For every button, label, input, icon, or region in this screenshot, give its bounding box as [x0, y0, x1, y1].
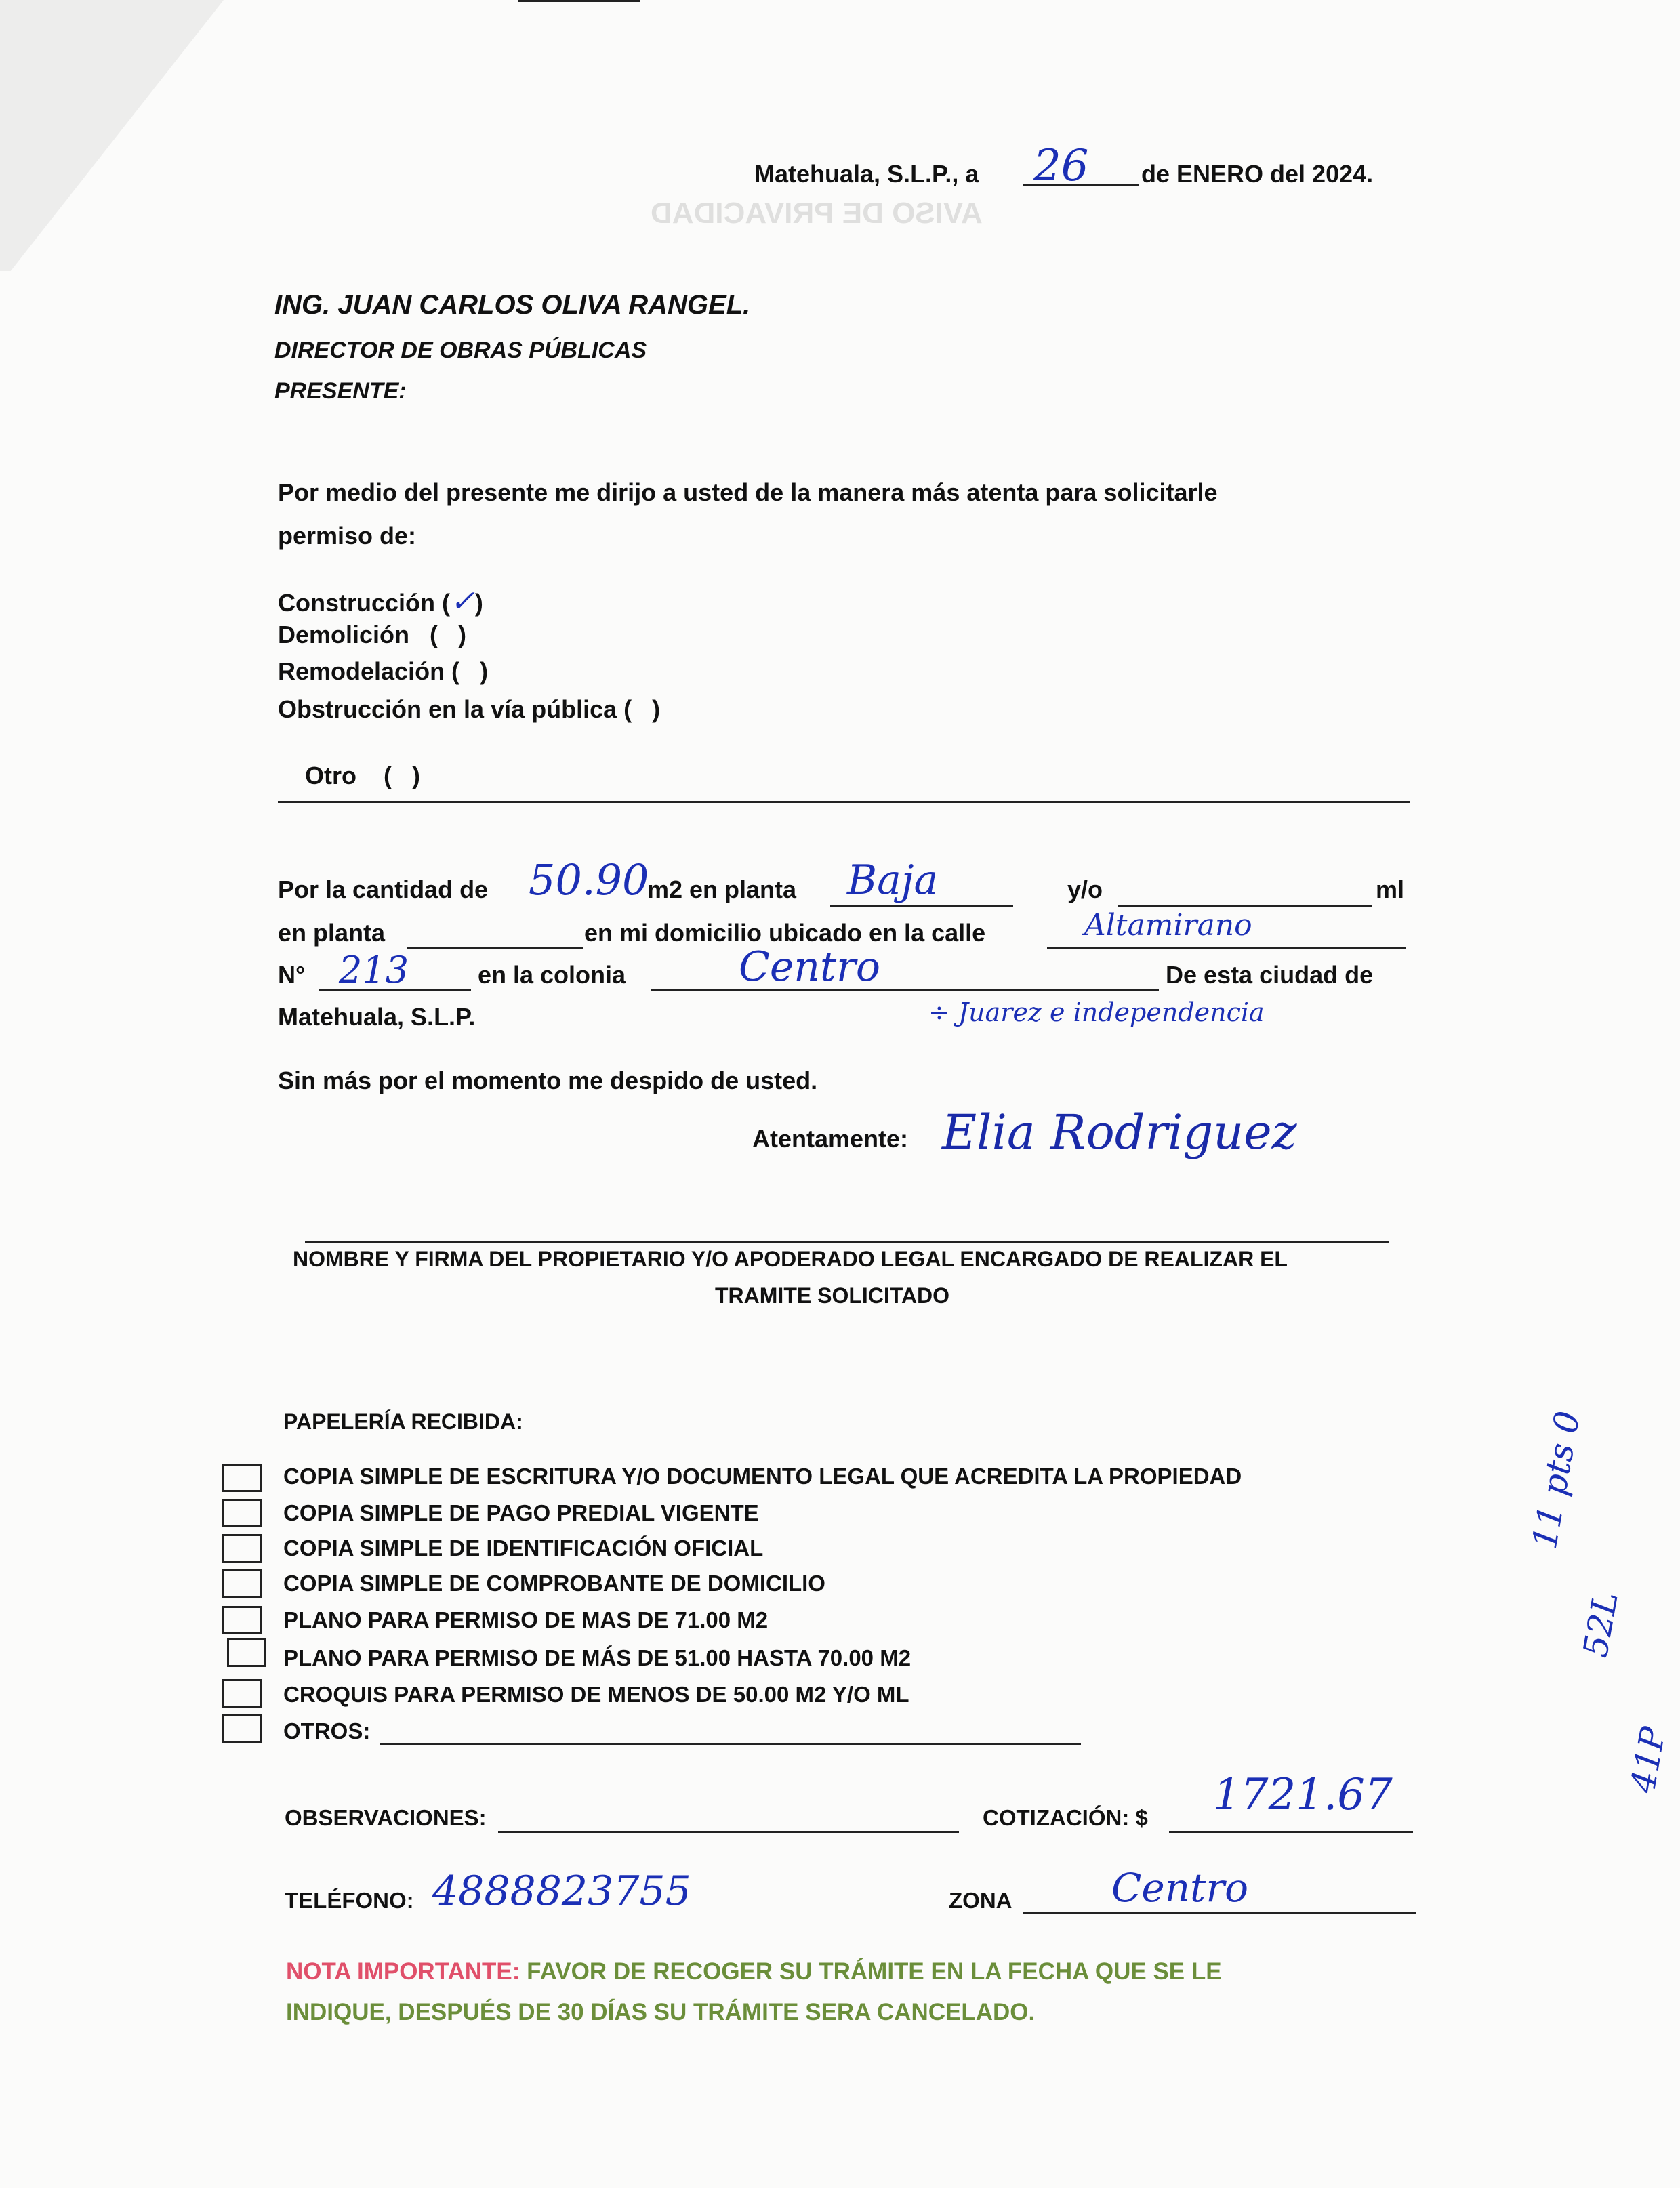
permit-close: ) [474, 589, 483, 617]
signature: Elia Rodriguez [942, 1105, 1297, 1160]
permit-construccion [278, 584, 483, 619]
recipient-title: DIRECTOR DE OBRAS PÚBLICAS [274, 337, 647, 363]
en-planta-label: en planta [278, 919, 386, 947]
m2-label: m2 en planta [647, 875, 797, 903]
yo-label: y/o [1067, 875, 1103, 903]
papeleria-item: CROQUIS PARA PERMISO DE MENOS DE 50.00 M2 Y/O ML [283, 1682, 909, 1707]
observaciones-label: OBSERVACIONES: [285, 1805, 487, 1830]
permit-label: Obstrucción en la vía pública ( [278, 695, 632, 723]
nota-line-1 [286, 1958, 1222, 1985]
ml-line [1118, 905, 1372, 907]
atentamente-label: Atentamente: [752, 1125, 909, 1153]
checkbox-croquis[interactable] [222, 1679, 262, 1708]
papeleria-item: PLANO PARA PERMISO DE MÁS DE 51.00 HASTA 70.00 M2 [283, 1645, 911, 1670]
cantidad-line [518, 0, 640, 2]
numero-label: N° [278, 961, 306, 989]
permit-demolicion [278, 621, 466, 649]
telefono-label: TELÉFONO: [285, 1888, 414, 1913]
margin-note-3: 41P [1623, 1724, 1674, 1796]
planta-line [830, 905, 1013, 907]
permit-label: Construcción ( [278, 589, 451, 617]
otros-line [380, 1743, 1081, 1745]
recipient-name: ING. JUAN CARLOS OLIVA RANGEL. [274, 290, 751, 320]
papeleria-item: COPIA SIMPLE DE ESCRITURA Y/O DOCUMENTO LEGAL QUE ACREDITA LA PROPIEDAD [283, 1464, 1242, 1489]
checkbox-plano-51-70[interactable] [227, 1638, 266, 1667]
papeleria-item: COPIA SIMPLE DE PAGO PREDIAL VIGENTE [283, 1500, 759, 1525]
nota-label: NOTA IMPORTANTE: [286, 1958, 520, 1985]
signature-caption-1: NOMBRE Y FIRMA DEL PROPIETARIO Y/O APODERADO LEGAL ENCARGADO DE REALIZAR EL [293, 1247, 1288, 1271]
papeleria-item: OTROS: [283, 1718, 371, 1743]
permit-otro [278, 733, 420, 819]
permit-label: Demolición ( [278, 621, 438, 648]
cantidad-value: 50.90 [529, 855, 649, 905]
cantidad-label: Por la cantidad de [278, 875, 489, 903]
margin-note-1: 11 pts 0 [1525, 1408, 1588, 1552]
planta-value: Baja [847, 856, 939, 904]
checkbox-plano-71[interactable] [222, 1606, 262, 1634]
signature-line [305, 1241, 1389, 1243]
en-planta-line [407, 947, 583, 949]
telefono-value: 4888823755 [432, 1867, 691, 1915]
municipio: Matehuala, S.L.P. [278, 1003, 476, 1031]
checkbox-predial[interactable] [222, 1499, 262, 1527]
zona-line [1023, 1912, 1416, 1914]
permit-obstruccion [278, 695, 660, 724]
observaciones-line [498, 1831, 959, 1833]
checkbox-escritura[interactable] [222, 1464, 262, 1492]
nota-text-2: INDIQUE, DESPUÉS DE 30 DÍAS SU TRÁMITE SERA CANCELADO. [286, 1999, 1036, 2025]
day-handwritten: 26 [1033, 141, 1089, 191]
intro-line-1: Por medio del presente me dirijo a usted de la manera más atenta para solicitarle [278, 478, 1218, 506]
domicilio-label: en mi domicilio ubicado en la calle [584, 919, 986, 947]
cotizacion-value: 1721.67 [1213, 1770, 1393, 1820]
check-mark: ✓ [450, 584, 475, 619]
ml-label: ml [1376, 875, 1405, 903]
numero-value: 213 [339, 949, 409, 991]
bleed-through-title: AVISO DE PRIVACIDAD [651, 197, 983, 230]
otro-line [278, 801, 1410, 803]
nota-text-1: FAVOR DE RECOGER SU TRÁMITE EN LA FECHA QUE SE LE [527, 1958, 1222, 1985]
checkbox-otros[interactable] [222, 1714, 262, 1743]
place-date-prefix: Matehuala, S.L.P., a [754, 160, 979, 188]
margin-note-2: 52L [1576, 1588, 1626, 1661]
intro-line-2: permiso de: [278, 522, 417, 550]
permit-close: ) [458, 621, 467, 648]
permit-label: Remodelación ( [278, 657, 460, 685]
papeleria-item: PLANO PARA PERMISO DE MAS DE 71.00 M2 [283, 1607, 769, 1632]
cotizacion-line [1169, 1831, 1413, 1833]
permit-close: ) [480, 657, 489, 685]
colonia-value: Centro [739, 943, 880, 991]
papeleria-item: COPIA SIMPLE DE IDENTIFICACIÓN OFICIAL [283, 1535, 764, 1561]
recipient-presente: PRESENTE: [274, 378, 407, 404]
checkbox-identificacion[interactable] [222, 1534, 262, 1563]
permit-close: ) [652, 695, 661, 723]
scan-corner-shadow [0, 0, 271, 271]
permit-close: ) [412, 762, 421, 789]
zona-label: ZONA [949, 1888, 1012, 1913]
papeleria-item: COPIA SIMPLE DE COMPROBANTE DE DOMICILIO [283, 1571, 825, 1596]
signature-caption-2: TRAMITE SOLICITADO [715, 1283, 950, 1308]
despedida: Sin más por el momento me despido de usted. [278, 1067, 818, 1094]
zona-value: Centro [1111, 1865, 1249, 1911]
colonia-label: en la colonia [478, 961, 626, 989]
entre-calles-value: ÷ Juarez e independencia [928, 997, 1265, 1027]
cotizacion-label: COTIZACIÓN: $ [983, 1805, 1148, 1830]
place-date-suffix: de ENERO del 2024. [1141, 160, 1374, 188]
permit-label: Otro ( [305, 762, 392, 789]
calle-value: Altamirano [1084, 908, 1252, 943]
ciudad-label: De esta ciudad de [1166, 961, 1374, 989]
calle-line [1047, 947, 1406, 949]
checkbox-domicilio[interactable] [222, 1569, 262, 1598]
permit-remodelacion [278, 657, 488, 686]
papeleria-title: PAPELERÍA RECIBIDA: [283, 1409, 523, 1434]
colonia-line [651, 989, 1159, 991]
